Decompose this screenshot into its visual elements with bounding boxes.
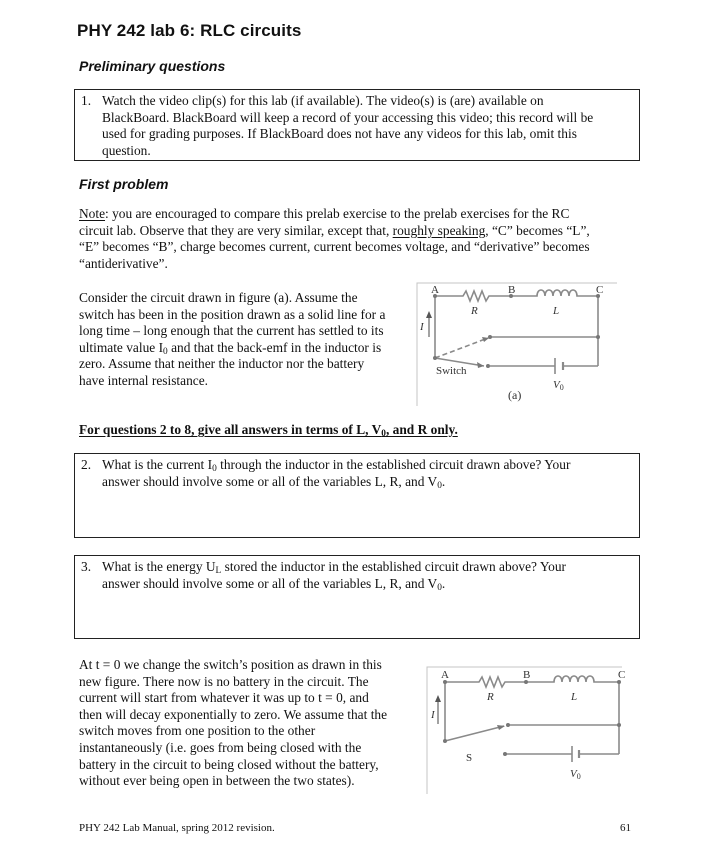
- paragraph-line: Consider the circuit drawn in figure (a). Assume the: [79, 290, 358, 305]
- text: , and R only.: [385, 422, 458, 437]
- paragraph-line: instantaneously (i.e. goes from being closed with the: [79, 739, 362, 755]
- text: ultimate value I: [79, 339, 164, 355]
- node-label-a: A: [431, 284, 439, 296]
- section-heading-preliminary: Preliminary questions: [79, 58, 226, 74]
- text: answer should involve some or all of the variables L, R, and V: [102, 473, 438, 489]
- question-1-line: used for grading purposes. If BlackBoard does not have any videos for this lab, omit this: [102, 126, 577, 142]
- node-label-c: C: [596, 284, 604, 296]
- question-3-box[interactable]: [74, 555, 640, 639]
- section-heading-first-problem: First problem: [79, 176, 169, 192]
- resistor-label: R: [487, 691, 494, 703]
- footer-text: PHY 242 Lab Manual, spring 2012 revision.: [79, 822, 275, 834]
- subscript: L: [215, 566, 222, 576]
- paragraph-line: [79, 340, 409, 357]
- text: For questions 2 to 8, give all answers in terms of L, V: [79, 422, 382, 437]
- note-emphasis: roughly speaking: [392, 222, 486, 238]
- switch-change-paragraph: [79, 657, 419, 790]
- text: answer should involve some or all of the variables L, R, and V: [102, 575, 438, 591]
- consider-paragraph: [79, 290, 409, 390]
- question-1-box: [74, 89, 640, 161]
- paragraph-line: At t = 0 we change the switch’s position as drawn in this: [79, 657, 382, 672]
- answer-instruction: [79, 422, 458, 438]
- text: What is the current I: [102, 457, 213, 472]
- note-text: “E” becomes “B”, charge becomes current, current becomes voltage, and “derivative” becomes: [79, 239, 590, 255]
- question-1-line: BlackBoard. BlackBoard will keep a record of your accessing this video; this record will be: [102, 109, 594, 125]
- inductor-label: L: [553, 305, 560, 317]
- paragraph-line: new figure. There now is no battery in the circuit. The: [79, 673, 369, 689]
- subscript: 0: [212, 464, 217, 474]
- text: and that the back-emf in the inductor is: [167, 339, 382, 355]
- paragraph-line: have internal resistance.: [79, 372, 209, 388]
- subscript: 0: [437, 582, 442, 593]
- resistor-label: R: [471, 305, 478, 317]
- switch-label: Switch: [436, 365, 467, 377]
- text: through the inductor in the established circuit drawn above? Your: [216, 457, 571, 472]
- paragraph-line: current will start from whatever it was up to t = 0, and: [79, 690, 369, 706]
- text: What is the energy U: [102, 559, 216, 574]
- paragraph-line: then will decay exponentially to zero. We assume that the: [79, 706, 388, 722]
- subscript: 0: [381, 429, 386, 439]
- current-label: I: [420, 321, 424, 333]
- battery-label: V0: [553, 379, 564, 392]
- note-paragraph: [79, 206, 639, 272]
- note-label: Note: [79, 206, 106, 221]
- text: .: [441, 473, 446, 489]
- note-text: circuit lab. Observe that they are very similar, except that,: [79, 222, 393, 238]
- text: .: [441, 575, 446, 591]
- switch-label: S: [466, 752, 473, 764]
- question-1-line: question.: [102, 142, 151, 158]
- circuit-figure-b: [422, 662, 640, 797]
- note-text: , “C” becomes “L”,: [485, 222, 590, 238]
- subscript: 0: [437, 480, 442, 491]
- inductor-label: L: [571, 691, 578, 703]
- page-title: PHY 242 lab 6: RLC circuits: [77, 21, 302, 40]
- paragraph-line: zero. Assume that neither the inductor nor the battery: [79, 356, 365, 372]
- node-label-c: C: [618, 669, 626, 681]
- note-text: “antiderivative”.: [79, 255, 168, 271]
- current-label: I: [431, 709, 435, 721]
- circuit-figure-a: [412, 278, 640, 408]
- page-number: 61: [620, 822, 631, 834]
- figure-caption: (a): [508, 388, 522, 402]
- node-label-a: A: [441, 669, 449, 681]
- question-1-line: Watch the video clip(s) for this lab (if available). The video(s) is (are) available on: [102, 93, 544, 108]
- note-text: : you are encouraged to compare this prelab exercise to the prelab exercises for the RC: [105, 206, 570, 221]
- paragraph-line: without ever being open in between the two states).: [79, 773, 355, 789]
- text: stored the inductor in the established circuit drawn above? Your: [221, 559, 567, 574]
- node-label-b: B: [523, 669, 531, 681]
- paragraph-line: battery in the circuit to being closed without the battery,: [79, 756, 379, 772]
- battery-label: V0: [570, 768, 581, 781]
- question-number: 2.: [81, 457, 92, 472]
- paragraph-line: switch moves from one position to the other: [79, 723, 316, 739]
- subscript: 0: [163, 346, 168, 357]
- paragraph-line: switch has been in the position drawn as a solid line for a: [79, 306, 386, 322]
- question-number: 1.: [81, 93, 92, 108]
- paragraph-line: long time – long enough that the current has settled to its: [79, 323, 384, 339]
- question-2-box[interactable]: [74, 453, 640, 538]
- node-label-b: B: [508, 284, 516, 296]
- question-number: 3.: [81, 559, 92, 574]
